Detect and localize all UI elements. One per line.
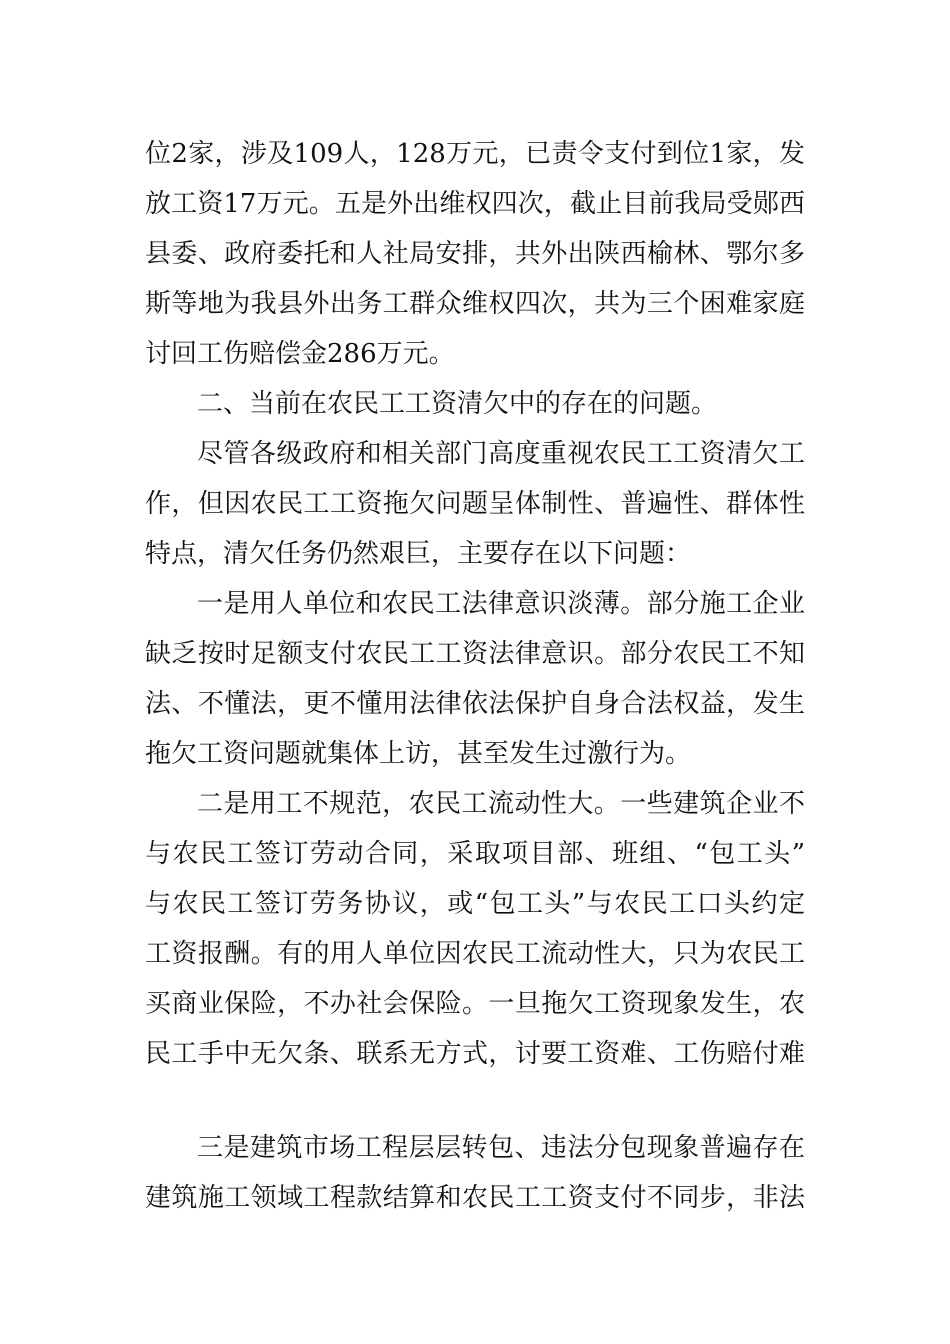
text-line: 特点，清欠任务仍然艰巨，主要存在以下问题： [145,539,692,569]
text-line: 放工资17万元。五是外出维权四次，截止目前我局受郧西 [145,189,805,219]
text-line: 斯等地为我县外出务工群众维权四次，共为三个困难家庭 [145,289,805,319]
text-line: 拖欠工资问题就集体上访，甚至发生过激行为。 [145,739,692,769]
text-line: 一是用人单位和农民工法律意识淡薄。部分施工企业 [197,589,805,619]
text-line: 讨回工伤赔偿金286万元。 [145,339,455,369]
text-line: 三是建筑市场工程层层转包、违法分包现象普遍存在 [197,1133,805,1163]
text-line: 建筑施工领域工程款结算和农民工工资支付不同步，非法 [145,1183,805,1213]
text-line: 与农民工签订劳务协议，或“包工头”与农民工口头约定 [145,889,805,919]
text-line: 与农民工签订劳动合同，采取项目部、班组、“包工头” [145,839,805,869]
text-line: 二是用工不规范，农民工流动性大。一些建筑企业不 [197,789,805,819]
text-line: 尽管各级政府和相关部门高度重视农民工工资清欠工 [197,439,805,469]
text-line: 买商业保险，不办社会保险。一旦拖欠工资现象发生，农 [145,989,805,1019]
text-line: 民工手中无欠条、联系无方式，讨要工资难、工伤赔付难 [145,1039,805,1069]
section-heading: 二、当前在农民工工资清欠中的存在的问题。 [197,389,718,419]
text-line: 缺乏按时足额支付农民工工资法律意识。部分农民工不知 [145,639,805,669]
text-line: 作，但因农民工工资拖欠问题呈体制性、普遍性、群体性 [145,489,805,519]
text-line: 工资报酬。有的用人单位因农民工流动性大，只为农民工 [145,939,805,969]
text-line: 县委、政府委托和人社局安排，共外出陕西榆林、鄂尔多 [145,239,805,269]
text-line: 法、不懂法，更不懂用法律依法保护自身合法权益，发生 [145,689,805,719]
text-line: 位2家，涉及109人，128万元，已责令支付到位1家，发 [145,139,805,169]
